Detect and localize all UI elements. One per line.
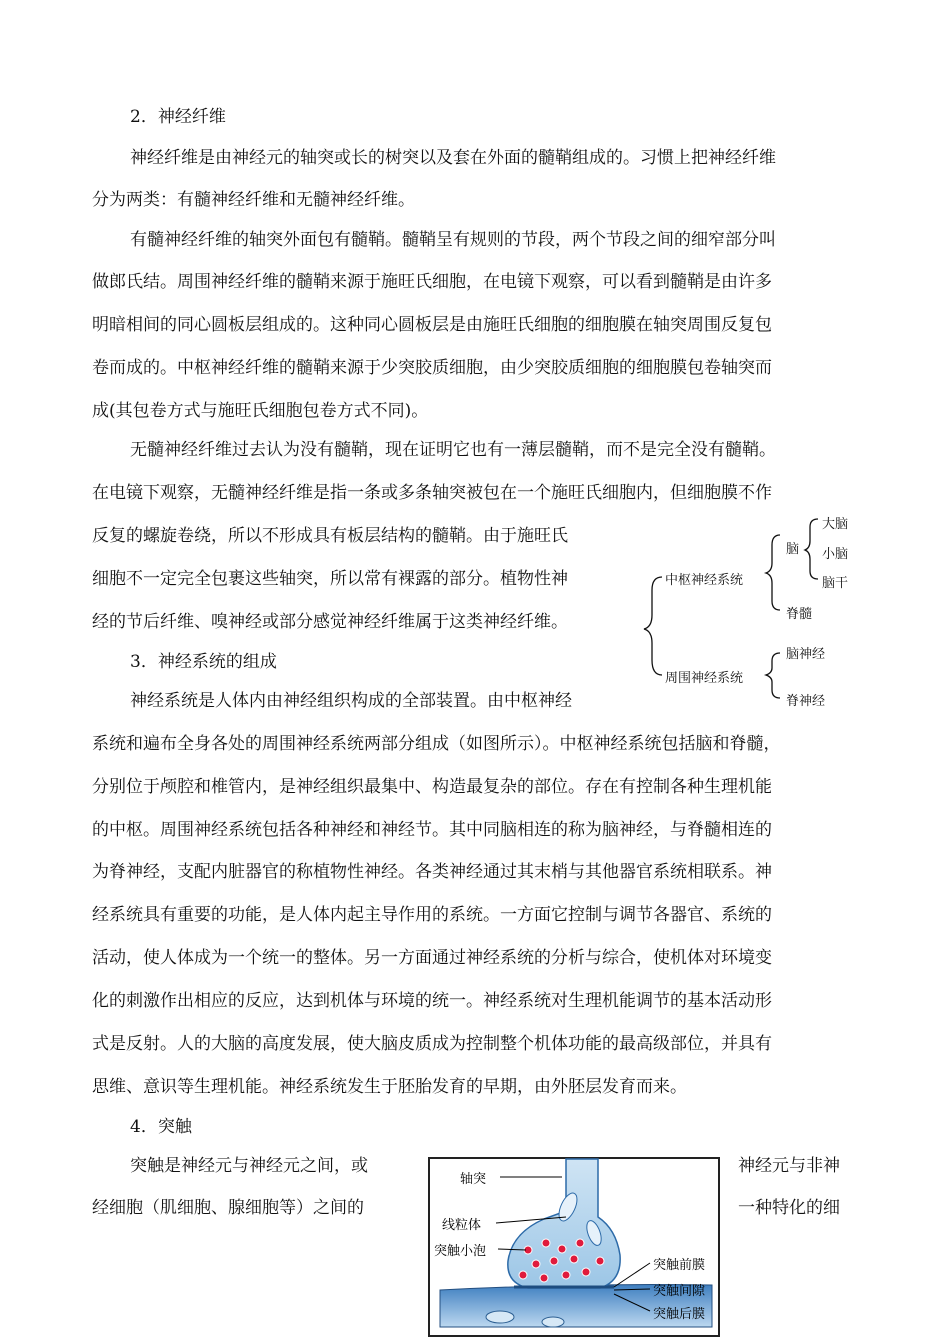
paragraph-line: 一种特化的细	[738, 1198, 840, 1218]
synapse-figure	[428, 1157, 720, 1337]
paragraph-line: 神经纤维是由神经元的轴突或长的树突以及套在外面的髓鞘组成的。习惯上把神经纤维	[130, 148, 776, 168]
brain-label: 脑	[786, 542, 800, 557]
paragraph-line: 分为两类：有髓神经纤维和无髓神经纤维。	[92, 190, 415, 210]
spinal-cord-label: 脊髓	[786, 607, 813, 622]
section-heading-nerve-fiber: 2．神经纤维	[130, 107, 226, 127]
paragraph-line: 神经系统是人体内由神经组织构成的全部装置。由中枢神经	[130, 691, 572, 711]
paragraph-line: 有髓神经纤维的轴突外面包有髓鞘。髓鞘呈有规则的节段，两个节段之间的细窄部分叫	[130, 230, 776, 250]
paragraph-line: 反复的螺旋卷绕，所以不形成具有板层结构的髓鞘。由于施旺氏	[92, 526, 568, 546]
paragraph-line: 在电镜下观察，无髓神经纤维是指一条或多条轴突被包在一个施旺氏细胞内，但细胞膜不作	[92, 483, 772, 503]
paragraph-line: 经系统具有重要的功能，是人体内起主导作用的系统。一方面它控制与调节各器官、系统的	[92, 905, 772, 925]
spinal-nerve-label: 脊神经	[786, 694, 826, 709]
paragraph-line: 式是反射。人的大脑的高度发展，使大脑皮质成为控制整个机体功能的最高级部位，并具有	[92, 1034, 772, 1054]
cerebellum-label: 小脑	[822, 547, 849, 562]
paragraph-line: 细胞不一定完全包裹这些轴突，所以常有裸露的部分。植物性神	[92, 569, 568, 589]
paragraph-line: 分别位于颅腔和椎管内，是神经组织最集中、构造最复杂的部位。存在有控制各种生理机能	[92, 777, 772, 797]
section-heading-nervous-system: 3．神经系统的组成	[130, 652, 277, 672]
paragraph-line: 无髓神经纤维过去认为没有髓鞘，现在证明它也有一薄层髓鞘，而不是完全没有髓鞘。	[130, 440, 776, 460]
paragraph-line: 化的刺激作出相应的反应，达到机体与环境的统一。神经系统对生理机能调节的基本活动形	[92, 991, 772, 1011]
postsynaptic-membrane-label: 突触后膜	[653, 1307, 706, 1322]
paragraph-line: 为脊神经，支配内脏器官的称植物性神经。各类神经通过其末梢与其他器官系统相联系。神	[92, 862, 772, 882]
pns-label: 周围神经系统	[665, 671, 744, 686]
paragraph-line: 成(其包卷方式与施旺氏细胞包卷方式不同)。	[92, 401, 429, 421]
axon-label: 轴突	[460, 1172, 487, 1187]
presynaptic-membrane-label: 突触前膜	[653, 1258, 706, 1273]
paragraph-line: 明暗相间的同心圆板层组成的。这种同心圆板层是由施旺氏细胞的细胞膜在轴突周围反复包	[92, 315, 772, 335]
paragraph-line: 做郎氏结。周围神经纤维的髓鞘来源于施旺氏细胞，在电镜下观察，可以看到髓鞘是由许多	[92, 272, 772, 292]
paragraph-line: 的中枢。周围神经系统包括各种神经和神经节。其中同脑相连的称为脑神经，与脊髓相连的	[92, 820, 772, 840]
paragraph-line: 神经元与非神	[738, 1156, 840, 1176]
synaptic-cleft-label: 突触间隙	[653, 1284, 706, 1299]
paragraph-line: 经的节后纤维、嗅神经或部分感觉神经纤维属于这类神经纤维。	[92, 612, 568, 632]
paragraph-line: 卷而成的。中枢神经纤维的髓鞘来源于少突胶质细胞，由少突胶质细胞的细胞膜包卷轴突而	[92, 358, 772, 378]
paragraph-line: 活动，使人体成为一个统一的整体。另一方面通过神经系统的分析与综合，使机体对环境变	[92, 948, 772, 968]
paragraph-line: 突触是神经元与神经元之间，或	[130, 1156, 368, 1176]
cerebrum-label: 大脑	[822, 517, 849, 532]
paragraph-line: 系统和遍布全身各处的周围神经系统两部分组成（如图所示）。中枢神经系统包括脑和脊髓，	[92, 734, 781, 754]
paragraph-line: 经细胞（肌细胞、腺细胞等）之间的	[92, 1198, 364, 1218]
cns-label: 中枢神经系统	[665, 573, 744, 588]
vesicle-label: 突触小泡	[434, 1244, 487, 1259]
cranial-nerve-label: 脑神经	[786, 647, 826, 662]
paragraph-line: 思维、意识等生理机能。神经系统发生于胚胎发育的早期，由外胚层发育而来。	[92, 1077, 687, 1097]
nervous-system-diagram	[640, 505, 880, 715]
section-heading-synapse: 4．突触	[130, 1117, 192, 1137]
brainstem-label: 脑干	[822, 576, 849, 591]
mitochondria-label: 线粒体	[442, 1218, 482, 1233]
